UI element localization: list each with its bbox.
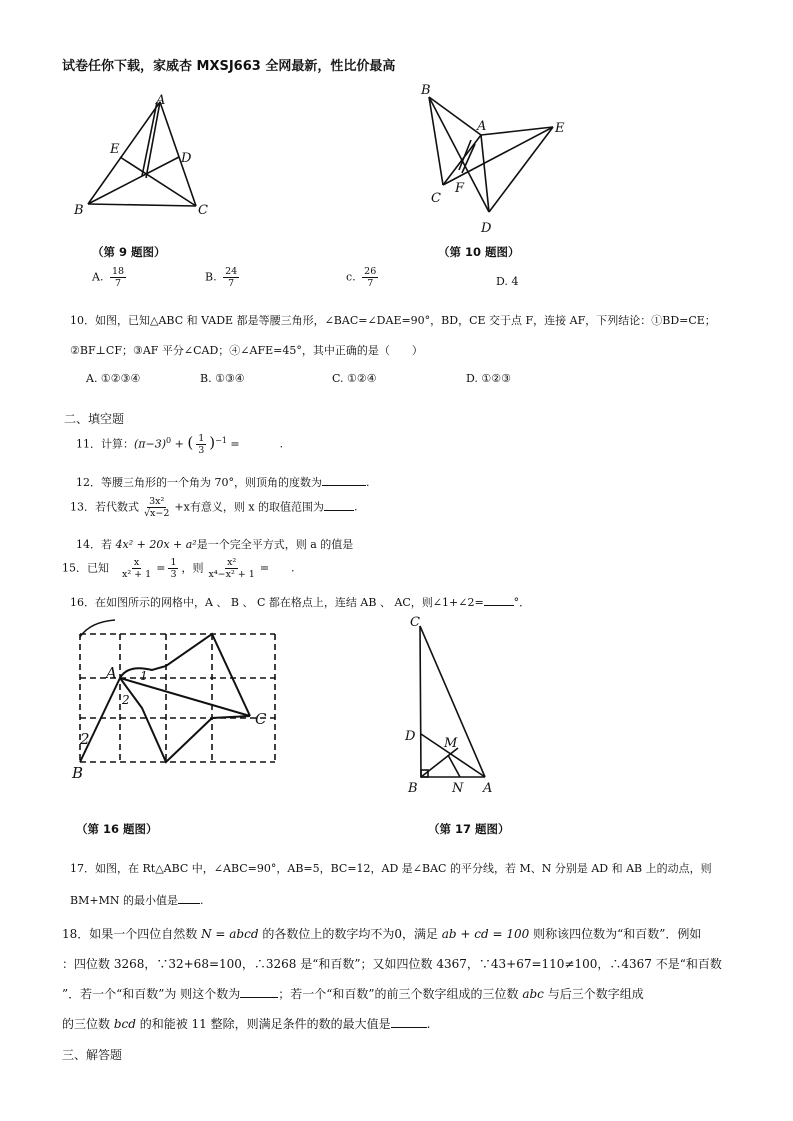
fig9-label: E xyxy=(110,142,120,157)
fig17-label: M xyxy=(444,736,458,751)
fig9-label: A xyxy=(156,93,166,108)
q12-text: 12．等腰三角形的一个角为 70°，则顶角的度数为 . xyxy=(76,476,370,489)
figure-9-caption: （第 9 题图） xyxy=(92,245,166,259)
fig16-label: 2 xyxy=(80,730,90,748)
fig17-label: N xyxy=(452,781,464,796)
q18-answer-blank-1[interactable] xyxy=(240,986,278,998)
q13-answer-blank[interactable] xyxy=(324,499,354,511)
figure-9-triangle xyxy=(60,90,230,220)
q14-text: 14．若 4x² + 20x + a²是一个完全平方式，则 a 的值是 xyxy=(76,538,354,551)
q10-text-line1: 10．如图，已知△ABC 和 VADE 都是等腰三角形，∠BAC=∠DAE=90°，BD，CE 交于点 F，连接 AF，下列结论：①BD=CE； xyxy=(70,314,716,327)
fig17-label: D xyxy=(405,729,416,744)
fig16-label: 2 xyxy=(122,693,130,707)
q18-text-line3: ”．若一个“和百数”为 则这个数为 ；若一个“和百数”的前三个数字组成的三位数 abc 与后三个数字组成 xyxy=(62,987,644,1001)
q18-text-line4: 的三位数 bcd 的和能被 11 整除，则满足条件的数的最大值是 . xyxy=(62,1017,431,1031)
section-3-title: 三、解答题 xyxy=(62,1048,123,1062)
fig16-label: C xyxy=(255,710,267,728)
fig9-label: B xyxy=(74,203,84,218)
q11-text: 11．计算：$(\pi-3)^0$ + ( $\frac{1}{3}$ )$^{-1}$ = . xyxy=(76,433,284,456)
fig10-label: A xyxy=(477,119,487,134)
q10-option-b: B. ①③④ xyxy=(200,372,245,385)
q17-text-line1: 17．如图，在 Rt△ABC 中，∠ABC=90°，AB=5，BC=12，AD 是∠BAC 的平分线，若 M、N 分别是 AD 和 AB 上的动点，则 xyxy=(70,862,712,875)
q13-text: 13．若代数式 $\frac{\text{3x²}}{√x-2}$ +x有意义，则 x 的取值范围为 . xyxy=(70,496,358,519)
figure-16-grid xyxy=(70,612,280,792)
q10-option-a: A. ①②③④ xyxy=(86,372,141,385)
fig9-label: D xyxy=(181,151,192,166)
fig10-label: E xyxy=(555,121,565,136)
q18-answer-blank-2[interactable] xyxy=(391,1016,427,1028)
fig9-label: C xyxy=(198,203,208,218)
figure-10-caption: （第 10 题图） xyxy=(438,245,520,259)
q10-option-c: C. ①②④ xyxy=(332,372,377,385)
q18-text-line1: 18．如果一个四位自然数 N = abcd 的各数位上的数字均不为0，满足 ab + cd = 100 则称该四位数为“和百数”．例如 xyxy=(62,927,702,941)
q18-text-line2: ：四位数 3268，∵32+68=100，∴3268 是“和百数”；又如四位数 4367，∵43+67=110≠100，∴4367 不是“和百数 xyxy=(62,957,722,971)
figure-10-triangles xyxy=(415,80,575,240)
fig10-label: B xyxy=(421,83,431,98)
q17-text-line2: BM+MN 的最小值是 . xyxy=(70,894,204,907)
q16-text: 16．在如图所示的网格中，A 、 B 、 C 都在格点上，连结 AB 、 AC，则∠1+∠2= °． xyxy=(70,596,531,609)
fig16-label: B xyxy=(72,764,84,782)
q12-answer-blank[interactable] xyxy=(322,474,366,486)
fig10-label: F xyxy=(455,181,465,196)
fig17-label: B xyxy=(408,781,418,796)
fig17-label: A xyxy=(483,781,493,796)
figure-17-caption: （第 17 题图） xyxy=(428,822,510,836)
fig16-label: A xyxy=(106,664,117,682)
q16-answer-blank[interactable] xyxy=(484,594,514,606)
fig16-label: 1 xyxy=(140,669,148,683)
q10-option-d: D. ①②③ xyxy=(466,372,512,385)
q9-option-a: A. $\frac{18}{7}$ xyxy=(92,266,125,289)
fig10-label: D xyxy=(481,221,492,236)
figure-17-right-triangle xyxy=(400,612,510,797)
figure-16-caption: （第 16 题图） xyxy=(76,822,158,836)
header-banner: 试卷任你下载，家威杏 MXSJ663 全网最新，性比价最高 xyxy=(62,59,396,74)
fig10-label: C xyxy=(431,191,441,206)
q17-answer-blank[interactable] xyxy=(178,892,200,904)
q15-text: 15．已知 $\frac{x}{\text{x² + 1}}$ = $\frac{1}{3}$ ，则 $\frac{\text{x²}}{\text{x⁴−x² + 1}}$ = . xyxy=(62,557,295,580)
q9-option-d: D. 4 xyxy=(496,275,519,288)
fig17-label: C xyxy=(410,615,420,630)
q10-text-line2: ②BF⊥CF；③AF 平分∠CAD；④∠AFE=45°，其中正确的是（ ） xyxy=(70,344,423,357)
q9-option-b: B. $\frac{24}{7}$ xyxy=(205,266,238,289)
section-2-title: 二、填空题 xyxy=(64,412,125,426)
q9-option-c: c. $\frac{26}{7}$ xyxy=(346,266,377,289)
